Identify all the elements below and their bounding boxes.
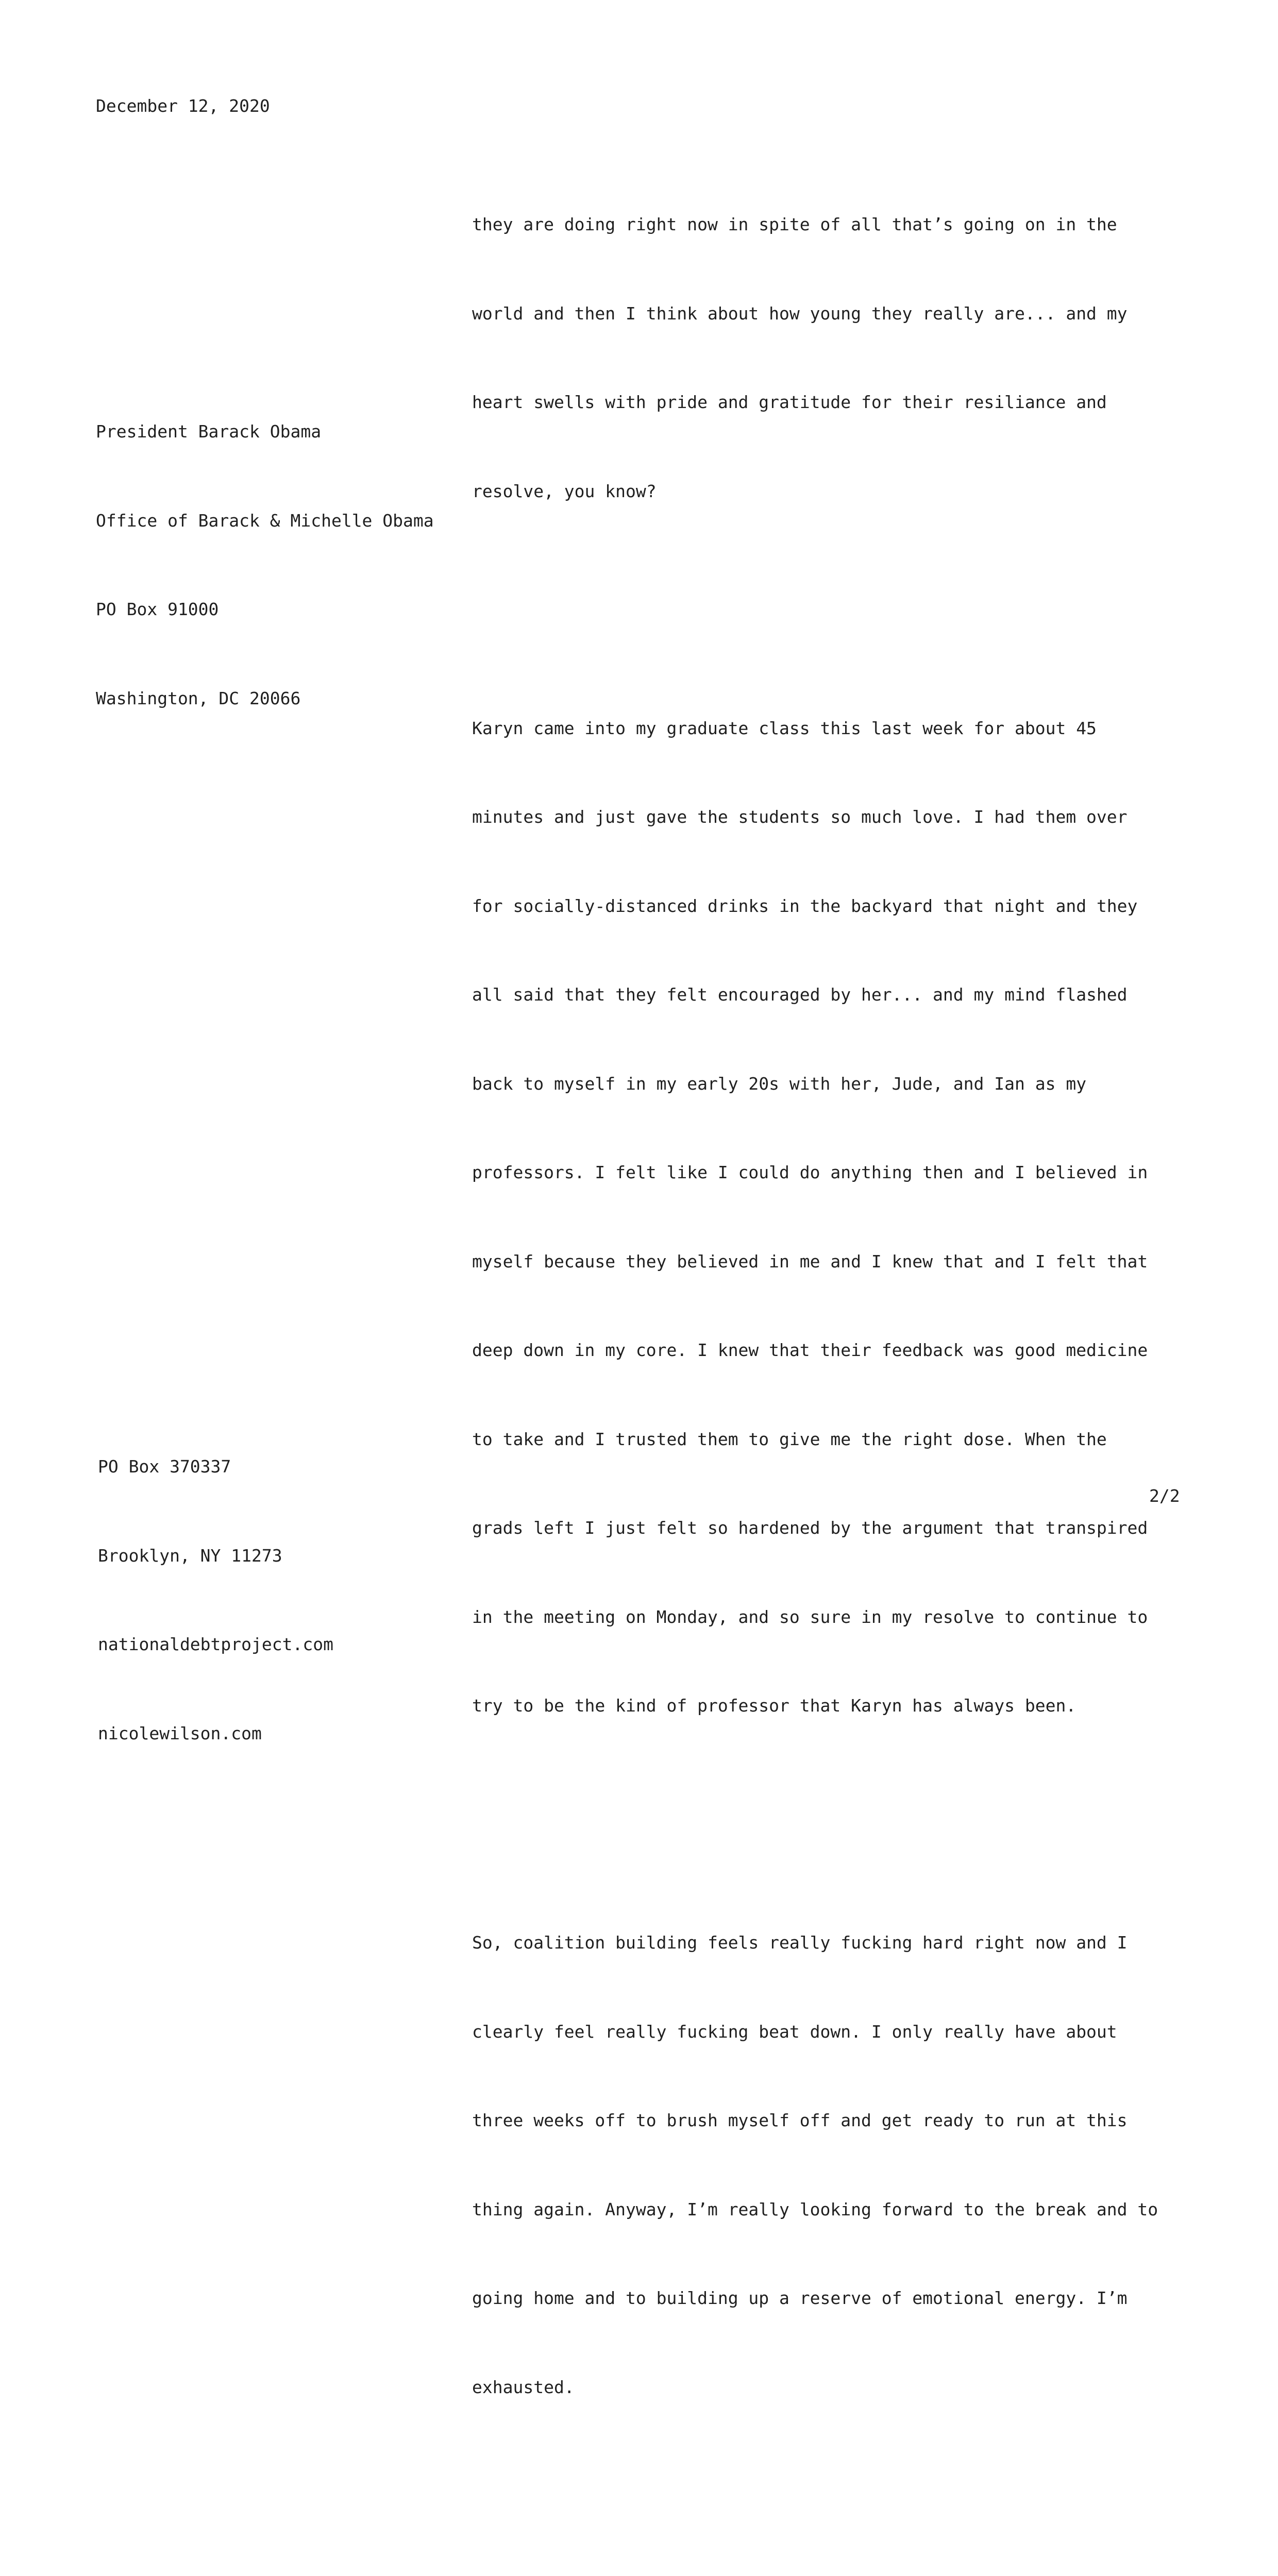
body-line: try to be the kind of professor that Karyn has always been. [472, 1696, 1077, 1716]
body-line: myself because they believed in me and I knew that and I felt that [472, 1251, 1148, 1272]
body-line: for socially-distanced drinks in the backyard that night and they [472, 895, 1138, 916]
body-line: thing again. Anyway, I’m really looking forward to the break and to [472, 2199, 1158, 2219]
body-line: professors. I felt like I could do anything then and I believed in [472, 1162, 1148, 1182]
sender-line: nationaldebtproject.com [98, 1634, 333, 1654]
letter-date: December 12, 2020 [96, 96, 270, 116]
body-line: all said that they felt encouraged by her... and my mind flashed [472, 985, 1128, 1005]
body-line: Karyn came into my graduate class this last week for about 45 [472, 718, 1097, 738]
recipient-line: PO Box 91000 [96, 599, 219, 619]
recipient-address [96, 358, 434, 743]
body-line: clearly feel really fucking beat down. I only really have about [472, 2021, 1117, 2042]
body-paragraph [472, 1869, 1214, 2461]
sender-address [98, 1393, 333, 1778]
body-line: deep down in my core. I knew that their feedback was good medicine [472, 1340, 1148, 1360]
body-line: three weeks off to brush myself off and get ready to run at this [472, 2110, 1128, 2130]
body-line: to take and I trusted them to give me the right dose. When the [472, 1429, 1107, 1449]
sender-line: nicolewilson.com [98, 1723, 262, 1743]
body-line: in the meeting on Monday, and so sure in my resolve to continue to [472, 1606, 1148, 1627]
letter-body [472, 91, 1214, 2576]
body-line: world and then I think about how young they really are... and my [472, 303, 1128, 324]
recipient-line: Washington, DC 20066 [96, 688, 301, 708]
body-line: heart swells with pride and gratitude for their resiliance and [472, 392, 1107, 412]
body-line: going home and to building up a reserve of emotional energy. I’m [472, 2288, 1128, 2308]
body-line: So, coalition building feels really fucking hard right now and I [472, 1933, 1128, 1953]
body-line: back to myself in my early 20s with her, Jude, and Ian as my [472, 1073, 1087, 1094]
body-paragraph [472, 654, 1214, 1780]
sender-line: Brooklyn, NY 11273 [98, 1545, 282, 1566]
body-line: grads left I just felt so hardened by the argument that transpired [472, 1518, 1148, 1538]
body-paragraph [472, 150, 1214, 565]
body-line: exhausted. [472, 2377, 575, 2397]
body-line: minutes and just gave the students so much love. I had them over [472, 807, 1128, 827]
body-line: resolve, you know? [472, 481, 657, 501]
body-line: they are doing right now in spite of all that’s going on in the [472, 214, 1117, 234]
recipient-line: Office of Barack & Michelle Obama [96, 510, 434, 531]
sender-line: PO Box 370337 [98, 1456, 231, 1477]
page-number: 2/2 [1149, 1486, 1180, 1506]
recipient-line: President Barack Obama [96, 421, 322, 442]
